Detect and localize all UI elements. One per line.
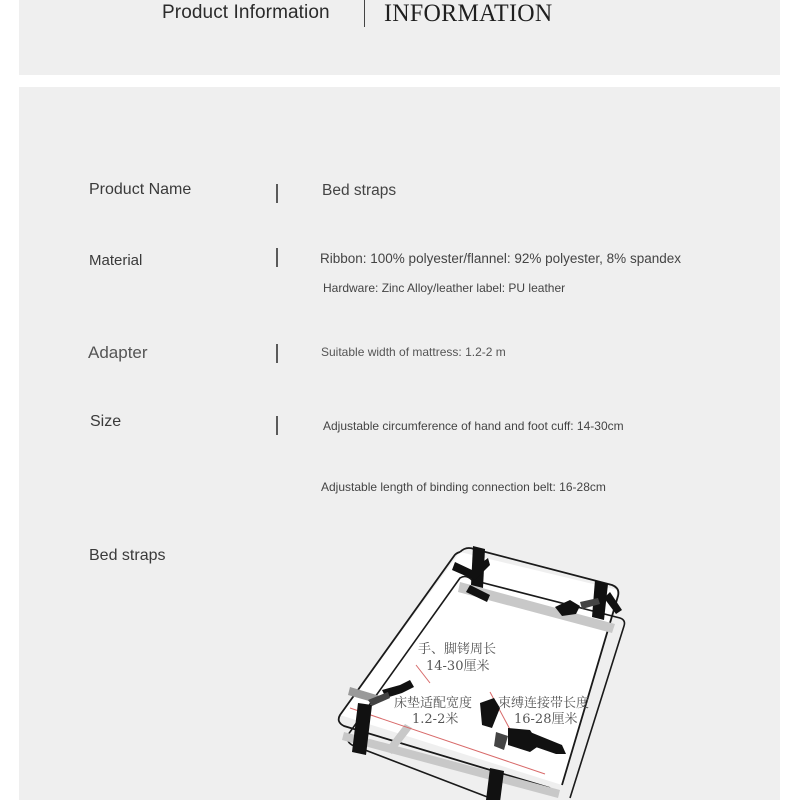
spec-value-product-name: Bed straps (322, 182, 397, 199)
spec-divider (276, 416, 278, 435)
spec-label-product-name: Product Name (89, 181, 192, 198)
spec-value-adapter: Suitable width of mattress: 1.2-2 m (321, 345, 506, 359)
svg-text:手、脚铐周长: 手、脚铐周长 (418, 642, 497, 657)
illustration-label: Bed straps (89, 547, 166, 564)
spec-label-size: Size (90, 413, 122, 430)
spec-value-size-belt: Adjustable length of binding connection belt: 16-28cm (321, 480, 606, 494)
svg-text:16-28厘米: 16-28厘米 (514, 712, 578, 727)
header-divider (364, 0, 365, 27)
spec-divider (276, 184, 278, 203)
svg-text:床垫适配宽度: 床垫适配宽度 (394, 696, 473, 711)
bed-straps-illustration (330, 540, 640, 800)
spec-label-adapter: Adapter (88, 343, 148, 362)
svg-text:14-30厘米: 14-30厘米 (426, 659, 490, 674)
spec-value-material-hardware: Hardware: Zinc Alloy/leather label: PU leather (323, 281, 566, 295)
spec-value-material-ribbon: Ribbon: 100% polyester/flannel: 92% polyester, 8% spandex (320, 251, 681, 266)
spec-divider (276, 248, 278, 267)
spec-value-size-cuff: Adjustable circumference of hand and foot cuff: 14-30cm (323, 419, 624, 433)
spec-label-material: Material (89, 252, 143, 269)
header-title-en: INFORMATION (384, 0, 553, 27)
header-title: Product Information (162, 2, 330, 23)
spec-divider (276, 344, 278, 363)
svg-text:束缚连接带长度: 束缚连接带长度 (498, 696, 590, 711)
bed-diagram-icon (330, 540, 640, 800)
svg-text:1.2-2米: 1.2-2米 (412, 712, 459, 727)
